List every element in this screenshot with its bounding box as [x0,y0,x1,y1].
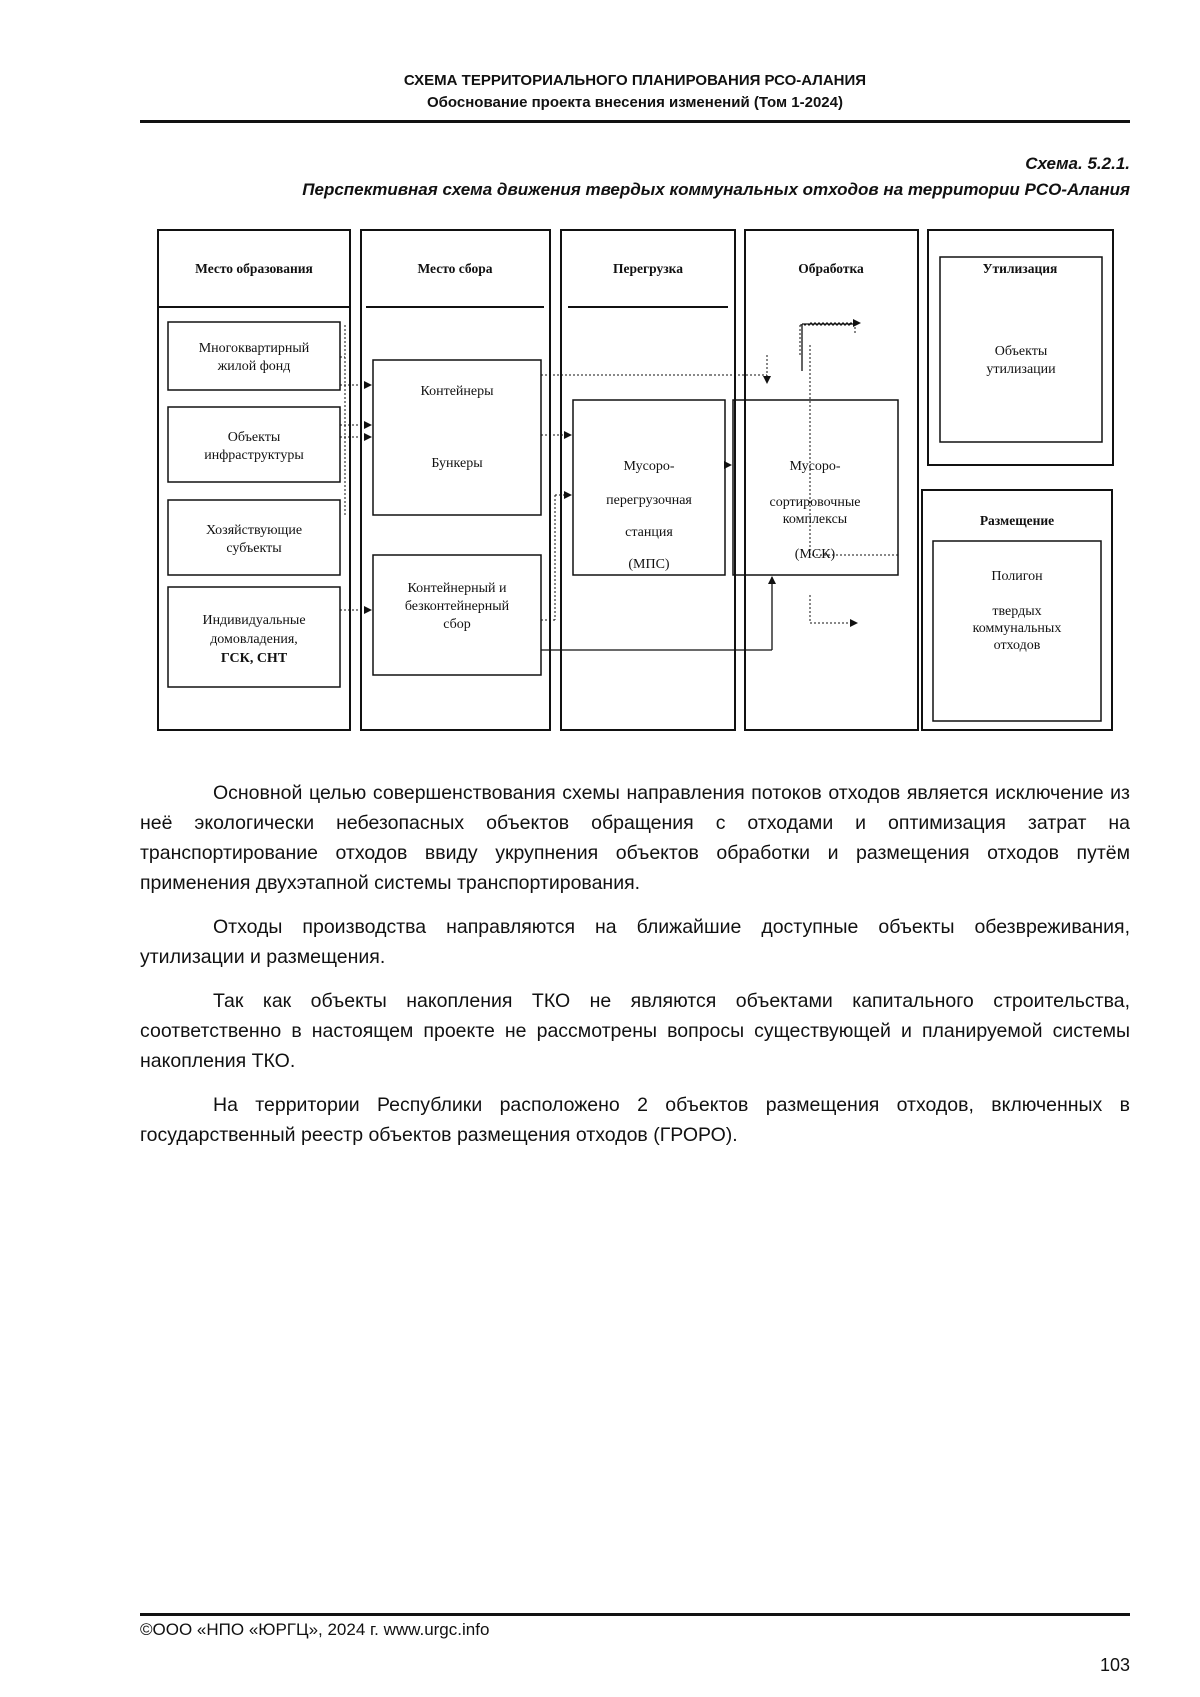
landfill-label: коммунальных [972,621,1062,636]
source-label: ГСК, СНТ [220,651,288,666]
source-label: Индивидуальные [202,613,306,628]
transfer-label: Мусоро- [623,459,675,474]
landfill-label: Полигон [991,569,1043,584]
collection-label: Бункеры [431,456,483,471]
transfer-label: перегрузочная [606,493,692,508]
footer-divider [140,1613,1130,1616]
source-box-apartments [168,322,340,390]
column-header-transfer: Перегрузка [613,261,683,276]
running-header-title: СХЕМА ТЕРРИТОРИАЛЬНОГО ПЛАНИРОВАНИЯ РСО-АЛАНИЯ [403,72,867,89]
source-label: Объекты [227,430,281,445]
page-number: 103 [1099,1655,1130,1675]
utilization-label: утилизации [986,362,1056,377]
collection-label: Контейнерный и [407,581,507,596]
footer-copyright: ©ООО «НПО «ЮРГЦ», 2024 г. www.urgc.info [140,1620,490,1639]
paragraph: На территории Республики расположено 2 объектов размещения отходов, включенных в государственный реестр объектов размещения отходов (ГРОРО). [140,1094,1130,1146]
figure-number: Схема. 5.2.1. [1025,154,1130,173]
utilization-label: Объекты [994,344,1048,359]
paragraph: Основной целью совершенствования схемы направления потоков отходов является исключение из неё экологически небезопасных объектов обращения с отходами и оптимизация затрат на транспортирование отходов ввиду укрупнения объектов обработки и размещения отходов путём применения двухэтапной системы транспортирования. [140,782,1130,894]
processing-label: комплексы [782,512,848,527]
column-processing [745,230,918,730]
column-collection [361,230,550,730]
processing-label: (МСК) [794,547,836,562]
column-header-collection: Место сбора [417,261,493,276]
figure-title: Перспективная схема движения твердых коммунальных отходов на территории РСО-Алания [302,180,1130,199]
column-header-placement: Размещение [979,513,1055,528]
source-label: Хозяйствующие [205,523,303,538]
paragraph: Так как объекты накопления ТКО не являются объектами капитального строительства, соответственно в настоящем проекте не рассмотрены вопросы существующей и планируемой системы накопления ТКО. [140,990,1130,1072]
source-label: субъекты [226,541,282,556]
source-label: домовладения, [210,632,298,647]
landfill-label: твердых [992,604,1042,619]
header-divider [140,120,1130,123]
box-container-collection [373,555,541,675]
collection-label: безконтейнерный [404,599,510,614]
transfer-label: (МПС) [628,557,670,572]
column-header-utilization: Утилизация [982,261,1058,276]
column-transfer [561,230,735,730]
source-label: жилой фонд [217,359,291,374]
source-label: инфраструктуры [204,448,304,463]
landfill-label: отходов [993,638,1041,653]
transfer-label: станция [625,525,673,540]
collection-label: сбор [443,617,471,632]
body-text [140,778,1130,1164]
waste-flow-diagram [150,225,1120,735]
box-transfer-station [573,400,725,575]
paragraph: Отходы производства направляются на ближайшие доступные объекты обезвреживания, утилизации и размещения. [140,916,1130,968]
column-header-generation: Место образования [195,261,313,276]
processing-label: Мусоро- [789,459,841,474]
running-header-subtitle: Обоснование проекта внесения изменений (Том 1-2024) [427,94,843,111]
collection-label: Контейнеры [420,384,494,399]
column-header-processing: Обработка [798,261,864,276]
source-label: Многоквартирный [198,341,310,356]
processing-label: сортировочные [769,495,861,510]
